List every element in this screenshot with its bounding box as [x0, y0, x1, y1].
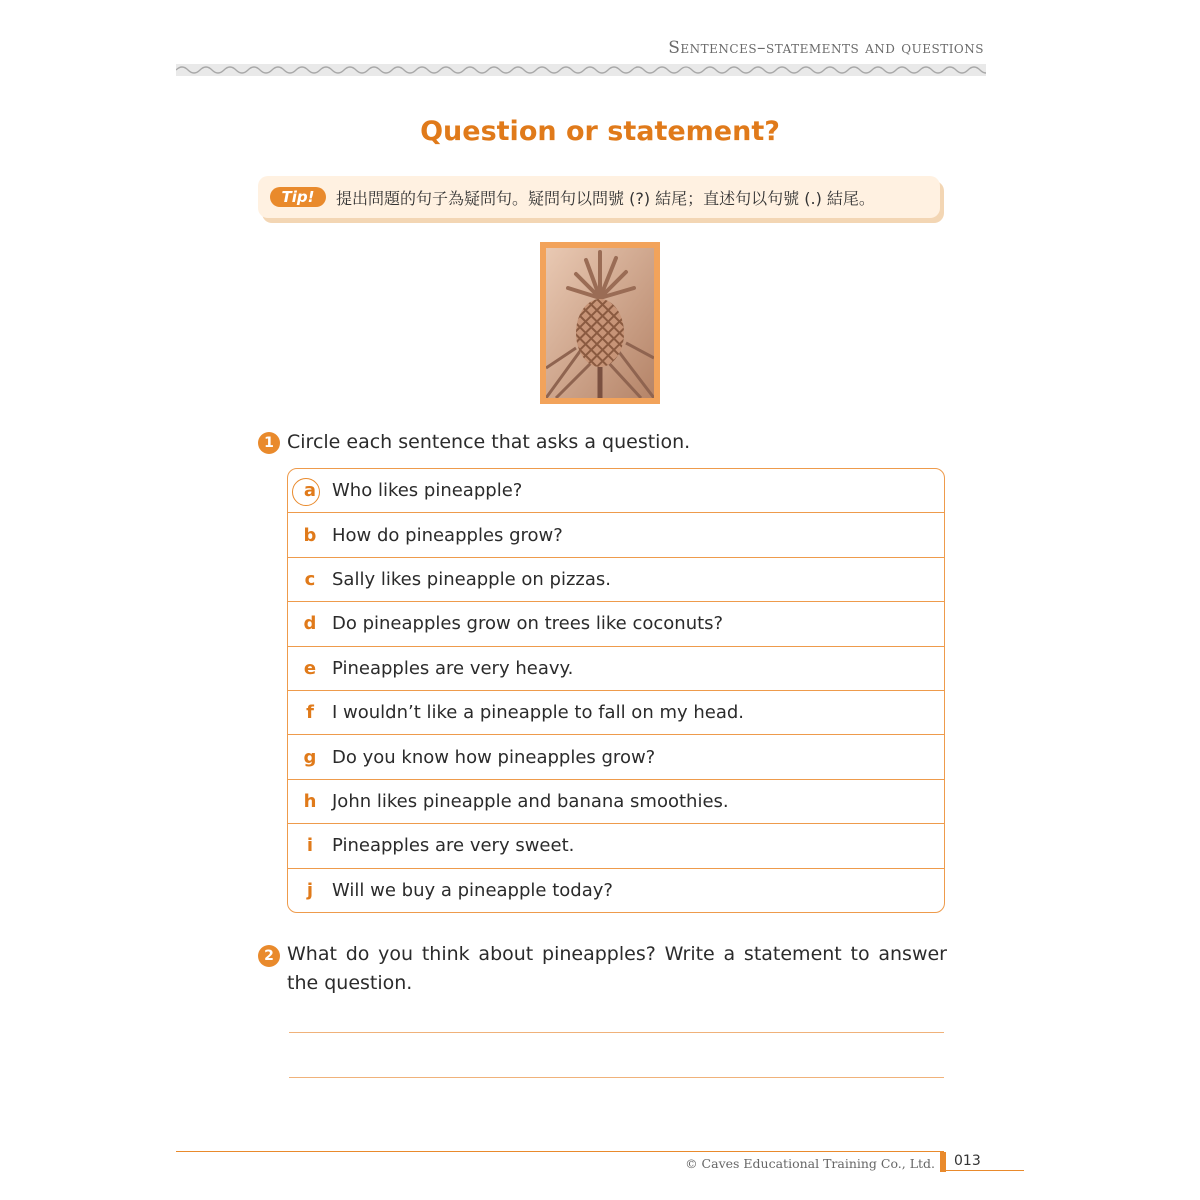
answer-letter: b — [303, 524, 317, 546]
answer-letter: c — [304, 568, 316, 590]
answer-row[interactable] — [288, 558, 944, 602]
question-1-instruction: Circle each sentence that asks a question. — [287, 431, 691, 453]
answer-row[interactable] — [288, 691, 944, 735]
section-header-title: Sentences–statements and questions — [668, 38, 984, 58]
answer-circle-mark — [292, 478, 320, 506]
answer-row[interactable] — [288, 824, 944, 868]
answer-line-2[interactable] — [289, 1077, 944, 1078]
answer-sentence: John likes pineapple and banana smoothies. — [332, 790, 729, 812]
footer-rule — [176, 1151, 944, 1152]
page-number-rule — [946, 1170, 1024, 1171]
answer-sentence: Who likes pineapple? — [332, 480, 523, 502]
answer-row[interactable] — [288, 647, 944, 691]
answer-sentence: How do pineapples grow? — [332, 524, 563, 546]
answer-sentence: I wouldn’t like a pineapple to fall on my head. — [332, 702, 745, 724]
answer-table — [287, 468, 945, 913]
answer-letter: j — [306, 880, 314, 902]
question-2-number: 2 — [258, 945, 280, 967]
answer-row[interactable] — [288, 469, 944, 513]
page-title: Question or statement? — [420, 116, 780, 147]
answer-sentence: Sally likes pineapple on pizzas. — [332, 568, 611, 590]
pineapple-image — [546, 248, 654, 398]
answer-sentence: Do you know how pineapples grow? — [332, 746, 656, 768]
answer-row[interactable] — [288, 513, 944, 557]
pineapple-photo — [540, 242, 660, 404]
question-2-prompt: What do you think about pineapples? Write a statement to answer the question. — [287, 943, 947, 994]
answer-sentence: Pineapples are very sweet. — [332, 835, 575, 857]
tip-box — [258, 176, 940, 218]
answer-sentence: Will we buy a pineapple today? — [332, 880, 613, 902]
answer-letter: f — [306, 702, 314, 724]
answer-letter: d — [303, 613, 317, 635]
answer-row[interactable] — [288, 735, 944, 779]
answer-sentence: Do pineapples grow on trees like coconuts? — [332, 613, 724, 635]
footer-bar — [940, 1152, 946, 1172]
answer-letter: h — [303, 790, 317, 812]
tip-text: 提出問題的句子為疑問句。疑問句以問號 (?) 結尾；直述句以句號 (.) 結尾。 — [336, 189, 875, 208]
page-number: 013 — [954, 1153, 981, 1169]
answer-letter: e — [303, 657, 317, 679]
answer-letter: i — [306, 835, 314, 857]
header-wave-divider — [176, 60, 986, 80]
answer-line-1[interactable] — [289, 1032, 944, 1033]
answer-letter: g — [303, 746, 317, 768]
answer-row[interactable] — [288, 869, 944, 913]
answer-row[interactable] — [288, 602, 944, 646]
question-1-number: 1 — [258, 432, 280, 454]
footer-copyright: © Caves Educational Training Co., Ltd. — [685, 1156, 935, 1171]
answer-sentence: Pineapples are very heavy. — [332, 657, 574, 679]
answer-row[interactable] — [288, 780, 944, 824]
tip-badge: Tip! — [270, 187, 326, 207]
answer-letter: a — [303, 480, 317, 502]
